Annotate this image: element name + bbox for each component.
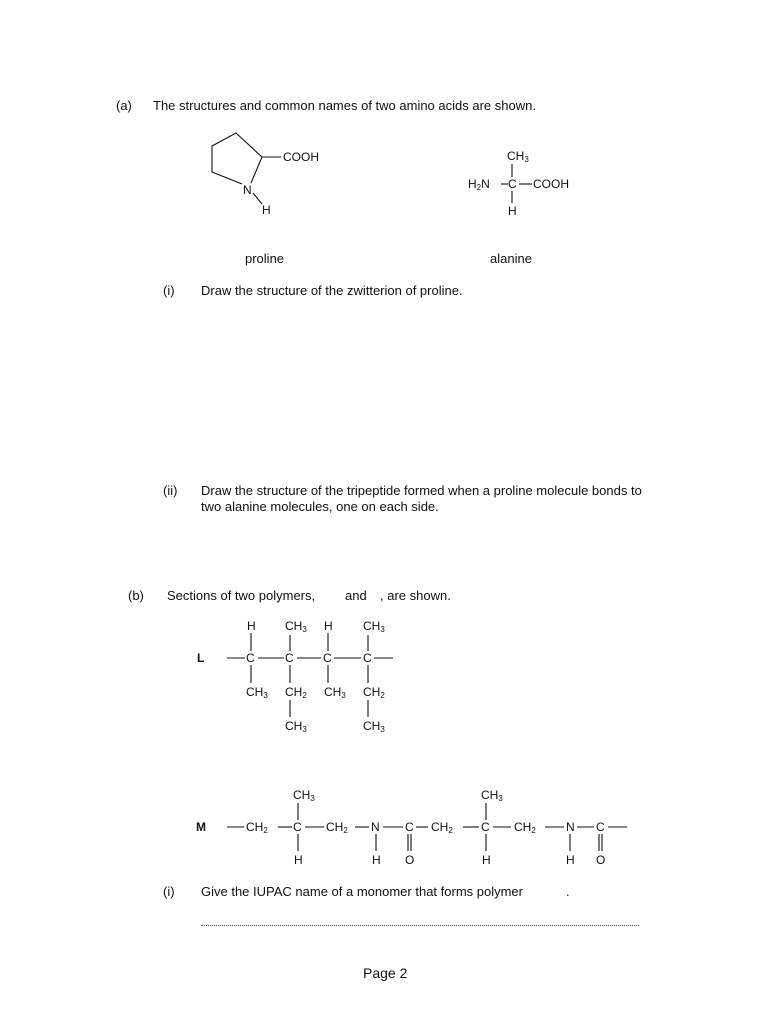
m-bottom-o2: O <box>596 853 606 867</box>
l-ethyl-ch3-1: $CH_3$ <box>285 719 307 734</box>
proline-h: H <box>262 203 271 217</box>
m-top-ch3-2: $CH_3$ <box>481 788 503 803</box>
q-a-ii-line1: Draw the structure of the tripeptide formed when a proline molecule bonds to <box>201 483 642 498</box>
part-b-intro-after: , are shown. <box>380 588 451 603</box>
m-bottom-h2: H <box>372 853 381 867</box>
m-ch2-4: $CH_2$ <box>514 820 536 835</box>
l-top-ch3-2: $CH_3$ <box>363 619 385 634</box>
m-ch2-1: $CH_2$ <box>246 820 268 835</box>
m-n2: N <box>566 820 575 834</box>
l-bottom-ch2-1: $CH_2$ <box>285 685 307 700</box>
m-bottom-h4: H <box>566 853 575 867</box>
alanine-ch3: $CH_3$ <box>507 149 529 164</box>
m-ch2-2: $CH_2$ <box>326 820 348 835</box>
q-a-i-text: Draw the structure of the zwitterion of proline. <box>201 283 463 298</box>
l-ethyl-ch3-2: $CH_3$ <box>363 719 385 734</box>
alanine-h2n: $H_2N$ <box>468 177 490 192</box>
q-a-i-label: (i) <box>163 283 175 298</box>
part-b-intro-and: and <box>345 588 367 603</box>
answer-line[interactable] <box>201 921 639 926</box>
l-top-h: H <box>247 619 256 633</box>
l-top-ch3-1: $CH_3$ <box>285 619 307 634</box>
proline-ring <box>212 133 262 184</box>
l-bottom-ch2-2: $CH_2$ <box>363 685 385 700</box>
alanine-cooh: COOH <box>533 177 569 191</box>
l-c4: C <box>363 651 372 665</box>
alanine-name: alanine <box>490 251 532 266</box>
proline-cooh: COOH <box>283 150 319 164</box>
m-top-ch3-1: $CH_3$ <box>293 788 315 803</box>
q-b-i-text: Give the IUPAC name of a monomer that forms polymer <box>201 884 523 899</box>
proline-name: proline <box>245 251 285 266</box>
m-bottom-h1: H <box>294 853 303 867</box>
m-c1: C <box>293 820 302 834</box>
l-c3: C <box>323 651 332 665</box>
m-c2: C <box>405 820 414 834</box>
part-b-label: (b) <box>128 588 144 603</box>
m-bottom-o1: O <box>405 853 415 867</box>
part-a-intro: The structures and common names of two amino acids are shown. <box>153 98 536 113</box>
q-b-i-text-end: . <box>566 884 570 899</box>
page-number: Page 2 <box>363 965 408 981</box>
polymer-l-label: L <box>197 651 205 665</box>
q-a-ii-label: (ii) <box>163 483 178 498</box>
m-bottom-h3: H <box>482 853 491 867</box>
l-bottom-ch3-1: $CH_3$ <box>246 685 268 700</box>
m-c3: C <box>481 820 490 834</box>
part-a-label: (a) <box>116 98 132 113</box>
l-c2: C <box>285 651 294 665</box>
l-bottom-ch3-2: $CH_3$ <box>324 685 346 700</box>
part-b-intro-before: Sections of two polymers, <box>167 588 316 603</box>
m-c4: C <box>596 820 605 834</box>
l-top-h-2: H <box>324 619 333 633</box>
l-c1: C <box>246 651 255 665</box>
m-n1: N <box>371 820 380 834</box>
alanine-h: H <box>508 204 517 218</box>
m-ch2-3: $CH_2$ <box>431 820 453 835</box>
proline-n: N <box>243 183 252 197</box>
q-a-ii-line2: two alanine molecules, one on each side. <box>201 499 439 514</box>
polymer-m-label: M <box>196 820 206 834</box>
q-b-i-label: (i) <box>163 884 175 899</box>
alanine-center-c: C <box>508 177 517 191</box>
